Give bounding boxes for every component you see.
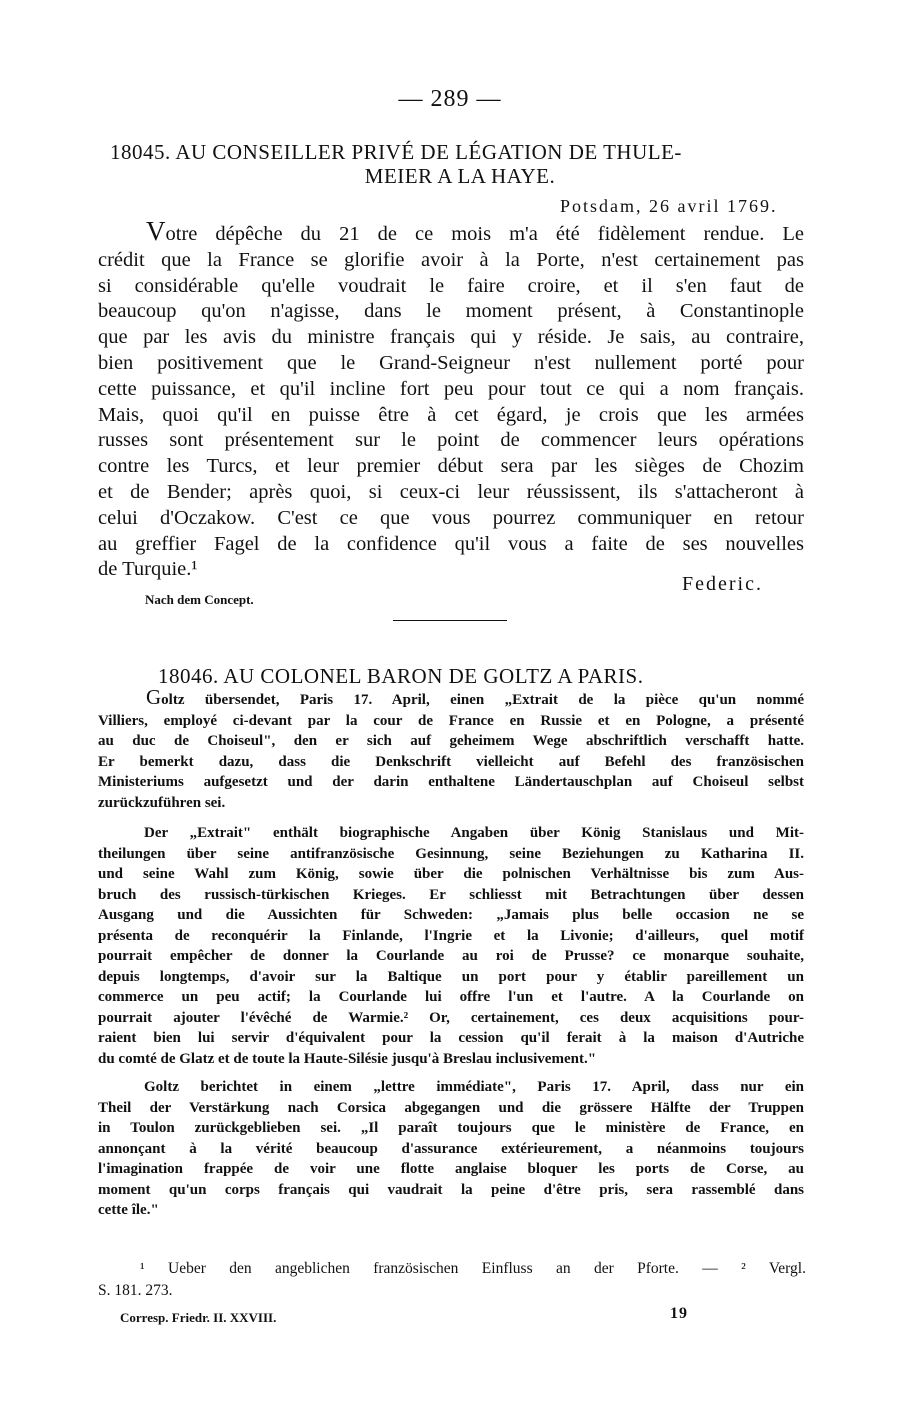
summary-p2-line: présenta de reconquérir la Finlande, l'Ingrie et la Livonie; d'ailleurs, quel motif: [98, 927, 804, 944]
summary-p2-line: bruch des russisch-türkischen Krieges. Er schliesst mit Betrachtungen über dessen: [98, 886, 804, 903]
letter-body-line: et de Bender; après quoi, si ceux-ci leur réussissent, ils s'attacheront à: [98, 480, 804, 503]
footnote-line: S. 181. 273.: [98, 1282, 173, 1299]
summary-p1-line: zurückzuführen sei.: [98, 794, 226, 811]
section-divider: [393, 620, 507, 621]
letter-body-line: russes sont présentement sur le point de commencer leurs opérations: [98, 429, 804, 452]
signature: Federic.: [682, 573, 763, 595]
letter-body-line: contre les Turcs, et leur premier début sera par les sièges de Chozim: [98, 455, 804, 478]
letter-heading: [110, 140, 810, 188]
summary-p3-line: Theil der Verstärkung nach Corsica abgegangen und die grössere Hälfte der Truppen: [98, 1099, 804, 1116]
summary-p2-line: pourrait ajouter l'évêché de Warmie.² Or, certainement, ces deux acquisitions pour-: [98, 1009, 804, 1026]
summary-p1-line: Ministeriums aufgesetzt und der darin enthaltene Ländertauschplan auf Choiseul selbst: [98, 774, 804, 790]
letter-body-line: beaucoup qu'on n'agisse, dans le moment présent, à Constantinople: [98, 300, 804, 323]
letter-heading-2: 18046. AU COLONEL BARON DE GOLTZ A PARIS.: [158, 664, 644, 688]
summary-p2-line: commerce un peu actif; la Courlande lui offre l'un et l'autre. A la Courlande on: [98, 989, 804, 1005]
summary-p2-line: theilungen über seine antifranzösische Gesinnung, seine Beziehungen zu Katharina II.: [98, 845, 804, 862]
summary-paragraph-2: [98, 823, 804, 1069]
summary-p3-line: l'imagination frappée de voir une flotte anglaise bloquer les ports de Corse, au: [98, 1161, 804, 1177]
letter-body-line: cette puissance, et qu'il incline fort peu pour tout ce qui a nom français.: [98, 377, 804, 400]
summary-p2-line: pourrait empêcher de donner la Courlande au roi de Prusse? ce monarque souhaite,: [98, 948, 804, 964]
summary-p2-line: Der „Extrait" enthält biographische Angaben über König Stanislaus und Mit-: [144, 825, 804, 841]
letter-body-line: au greffier Fagel de la confidence qu'il vous a faite de ses nouvelles: [98, 532, 804, 555]
letter-body-line: Votre dépêche du 21 de ce mois m'a été fidèlement rendue. Le: [146, 216, 804, 246]
source-note: Nach dem Concept.: [145, 592, 254, 607]
letter-body-line: celui d'Oczakow. C'est ce que vous pourrez communiquer en retour: [98, 506, 804, 529]
letter-body-line: que par les avis du ministre français qui y réside. Je sais, au contraire,: [98, 326, 804, 349]
letter-heading-line-1: 18045. AU CONSEILLER PRIVÉ DE LÉGATION DE THULE-: [110, 140, 682, 164]
summary-p1-line: Villiers, employé ci-devant par la cour de France en Russie et en Pologne, a présenté: [98, 712, 804, 729]
letter-body-line: si considérable qu'elle voudrait le faire croire, et il s'en faut de: [98, 274, 804, 297]
summary-p2-line: raient bien lui servir d'équivalent pour la cession qu'il ferait à la maison d'Autriche: [98, 1030, 804, 1046]
footnotes: [98, 1258, 806, 1302]
summary-p3-line: annonçant à la vérité beaucoup d'assurance extérieurement, a néanmoins toujours: [98, 1140, 804, 1157]
summary-p3-line: cette île.": [98, 1202, 159, 1218]
summary-p1-line: au duc de Choiseul", den er sich auf geheimem Wege abschriftlich verschafft hatte.: [98, 733, 804, 749]
page-number: — 289 —: [398, 86, 502, 112]
letter-heading-line-2: MEIER A LA HAYE.: [364, 164, 556, 188]
footnote-line: ¹ Ueber den angeblichen französischen Einfluss an der Pforte. — ² Vergl.: [140, 1260, 806, 1277]
summary-p2-line: du comté de Glatz et de toute la Haute-Silésie jusqu'à Breslau inclusivement.": [98, 1050, 597, 1067]
letter-body: [98, 216, 804, 583]
letter-body-line: bien positivement que le Grand-Seigneur n'est nullement porté pour: [98, 351, 804, 374]
summary-p3-line: Goltz berichtet in einem „lettre immédiate", Paris 17. April, dass nur ein: [144, 1079, 804, 1095]
summary-p3-line: in Toulon zurückgeblieben sei. „Il paraît toujours que le ministère de France, en: [98, 1120, 804, 1136]
summary-paragraph-3: [98, 1077, 804, 1221]
footer-signature-mark: 19: [670, 1305, 688, 1322]
summary-paragraph-1: [98, 685, 804, 813]
footer-volume: Corresp. Friedr. II. XXVIII.: [120, 1310, 277, 1325]
summary-p1-line: Er bemerkt dazu, dass die Denkschrift vielleicht auf Befehl des französischen: [98, 753, 804, 770]
summary-p2-line: Ausgang und die Aussichten für Schweden: „Jamais plus belle occasion ne se: [98, 907, 804, 923]
letter-body-line: Mais, quoi qu'il en puisse être à cet égard, je crois que les armées: [98, 403, 804, 426]
summary-p2-line: und seine Wahl zum König, sowie über die polnischen Verhältnisse bis zum Aus-: [98, 866, 804, 882]
letter-body-line: crédit que la France se glorifie avoir à la Porte, n'est certainement pas: [98, 248, 804, 271]
summary-p1-line: Goltz übersendet, Paris 17. April, einen „Extrait de la pièce qu'un nommé: [146, 685, 804, 709]
summary-p1-initial: G: [146, 685, 162, 709]
summary-p3-line: moment qu'un corps français qui vaudrait la peine d'être pris, sera rassemblé dans: [98, 1181, 804, 1198]
dateline: Potsdam, 26 avril 1769.: [560, 196, 778, 216]
letter-body-line: de Turquie.¹: [98, 558, 198, 581]
letter-body-initial: V: [146, 216, 166, 246]
summary-p2-line: depuis longtemps, d'avoir sur la Baltique un port pour y établir pareillement un: [98, 968, 804, 985]
